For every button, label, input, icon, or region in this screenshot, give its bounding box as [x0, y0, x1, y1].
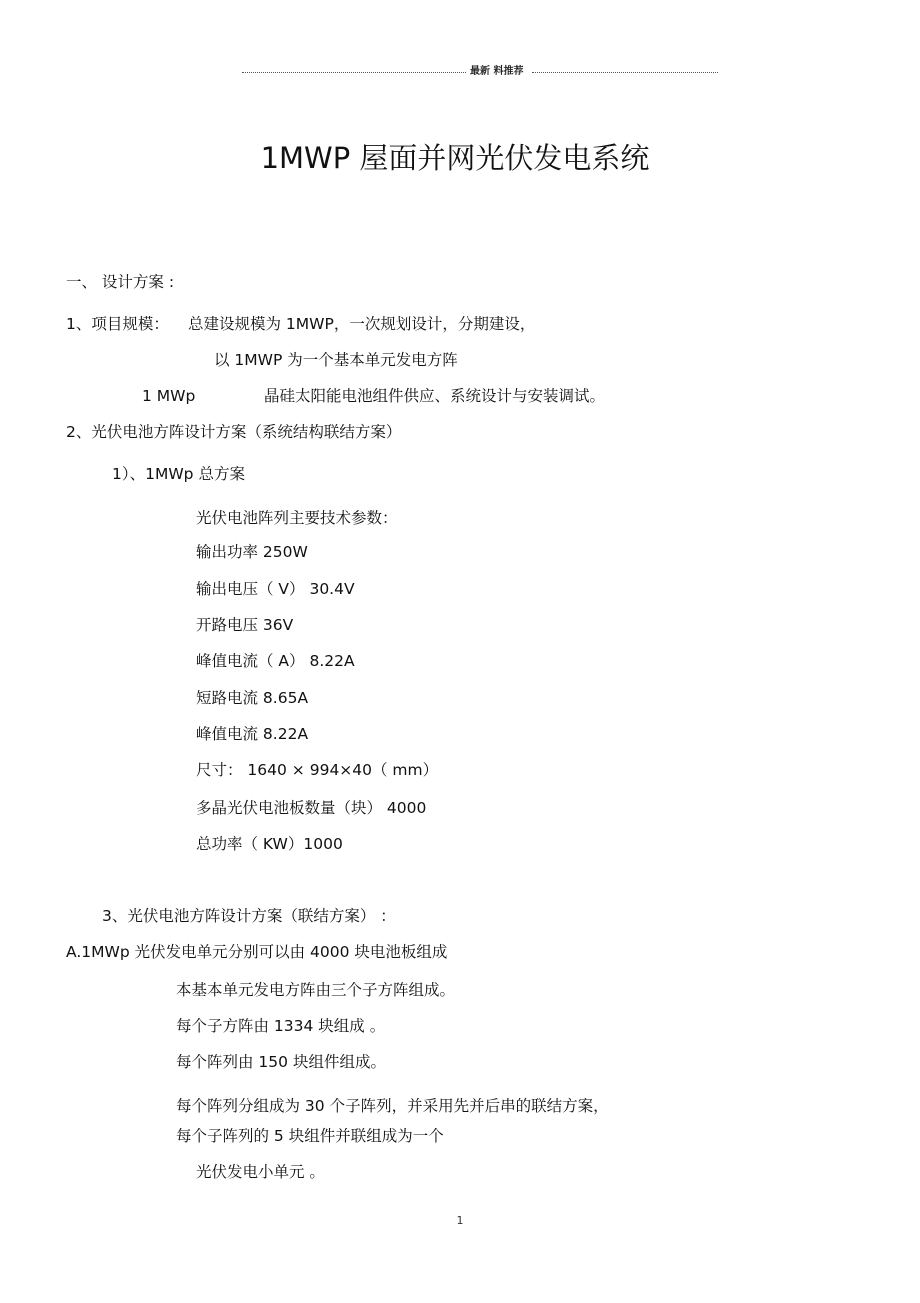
header-text: 最新 料推荐 [470, 66, 524, 77]
param-line: 输出电压（ V） 30.4V [196, 580, 355, 598]
item1-line3-right: 晶硅太阳能电池组件供应、系统设计与安装调试。 [264, 387, 606, 405]
item1-label: 1、项目规模： [66, 315, 169, 333]
item3-line: 本基本单元发电方阵由三个子方阵组成。 [176, 981, 456, 999]
running-header [242, 64, 718, 80]
item2-sub1: 1）、1MWp 总方案 [112, 465, 245, 483]
item2-heading: 2、光伏电池方阵设计方案（系统结构联结方案） [66, 423, 402, 441]
item3-line: 每个子方阵由 1334 块组成 。 [176, 1017, 386, 1035]
item3-para-line: 光伏发电小单元 。 [196, 1163, 325, 1181]
param-line: 开路电压 36V [196, 616, 294, 634]
params-title: 光伏电池阵列主要技术参数： [196, 509, 398, 527]
item3-para-line: 每个阵列分组成为 30 个子阵列，并采用先并后串的联结方案， [176, 1097, 609, 1115]
param-line: 总功率（ KW）1000 [196, 835, 343, 853]
header-dotted-rule-left [242, 72, 466, 73]
param-line: 尺寸： 1640 × 994×40（ mm） [196, 761, 439, 779]
item3-line: 每个阵列由 150 块组件组成。 [176, 1053, 386, 1071]
document-title: 1MWP 屋面并网光伏发电系统 [260, 141, 650, 175]
param-line: 短路电流 8.65A [196, 689, 309, 707]
page-number: 1 [456, 1214, 464, 1227]
item1-line2: 以 1MWP 为一个基本单元发电方阵 [214, 351, 458, 369]
header-dotted-rule-right [532, 72, 718, 73]
item1-text: 总建设规模为 1MWP，一次规划设计，分期建设， [188, 315, 536, 333]
item3-heading: 3、光伏电池方阵设计方案（联结方案） ： [102, 907, 396, 925]
section-heading: 一、 设计方案 : [66, 273, 175, 291]
item1-line3-left: 1 MWp [142, 387, 196, 405]
param-line: 峰值电流 8.22A [196, 725, 309, 743]
item3-para-line: 每个子阵列的 5 块组件并联组成为一个 [176, 1127, 444, 1145]
item3-line-a: A.1MWp 光伏发电单元分别可以由 4000 块电池板组成 [66, 943, 448, 961]
param-line: 峰值电流（ A） 8.22A [196, 652, 355, 670]
param-line: 输出功率 250W [196, 543, 308, 561]
param-line: 多晶光伏电池板数量（块） 4000 [196, 799, 427, 817]
